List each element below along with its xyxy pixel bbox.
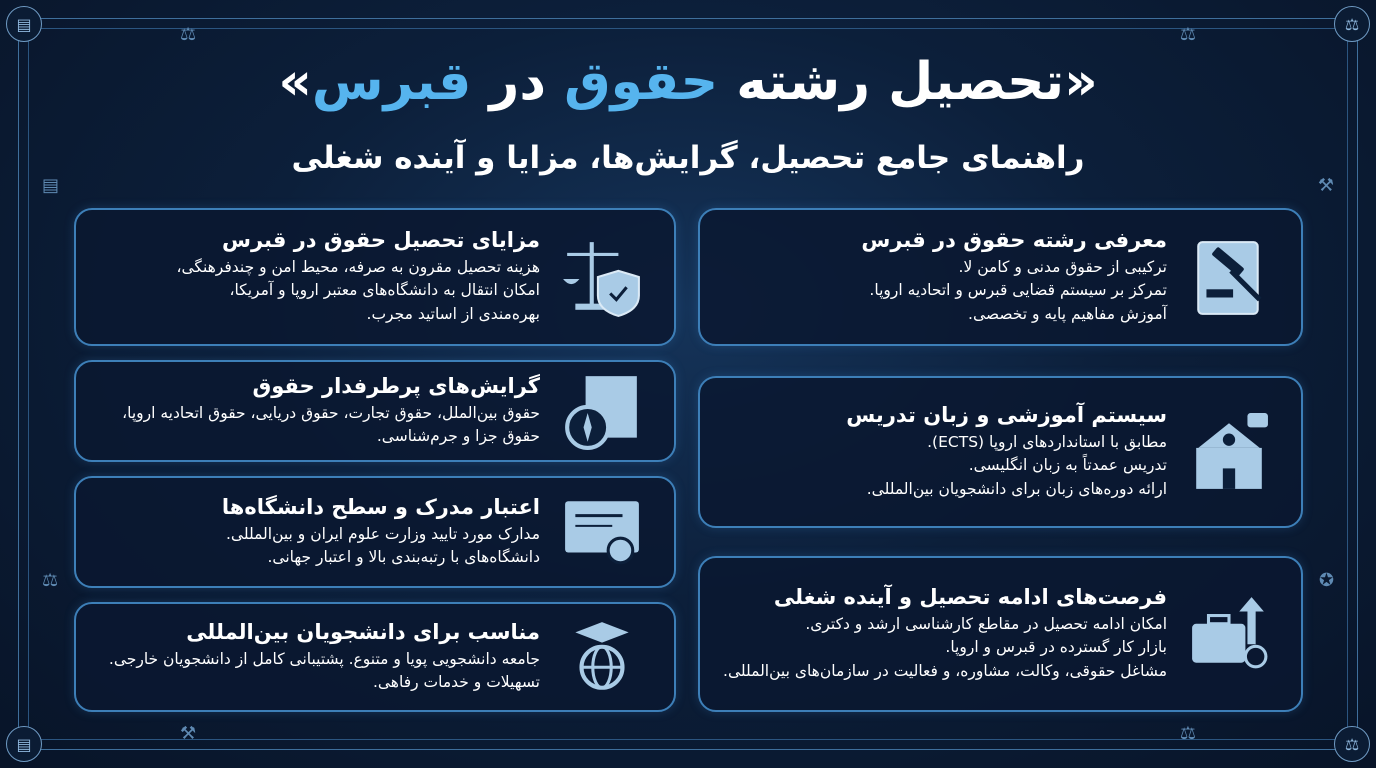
document-icon: ▤	[42, 175, 60, 196]
gavel-icon: ⚒	[180, 723, 197, 744]
card-line: مطابق با استانداردهای اروپا (ECTS).	[927, 433, 1167, 452]
card-line: بهره‌مندی از اساتید مجرب.	[366, 304, 540, 323]
card-line: آموزش مفاهیم پایه و تخصصی.	[968, 304, 1167, 323]
scales-icon: ⚖	[180, 24, 197, 45]
card-line: امکان انتقال به دانشگاه‌های معتبر اروپا و آمریکا،	[229, 281, 540, 300]
page-subtitle: راهنمای جامع تحصیل، گرایش‌ها، مزایا و آینده شغلی	[291, 140, 1085, 176]
certificate-icon	[552, 491, 652, 573]
card-line: مشاغل حقوقی، وکالت، مشاوره، و فعالیت در سازمان‌های بین‌المللی.	[723, 661, 1167, 680]
card-line: دانشگاه‌های با رتبه‌بندی بالا و اعتبار جهانی.	[267, 548, 540, 566]
document-icon: ▤	[6, 6, 42, 42]
card-line: جامعه دانشجویی پویا و متنوع. پشتیبانی کامل از دانشجویان خارجی.	[108, 649, 540, 668]
card-line: تدریس عمدتاً به زبان انگلیسی.	[968, 456, 1167, 475]
info-card	[74, 360, 676, 462]
card-line: ترکیبی از حقوق مدنی و کامن لا.	[958, 258, 1167, 277]
scales-icon: ⚖	[1334, 6, 1370, 42]
map-compass-icon	[552, 370, 652, 452]
scales-icon: ⚖	[1179, 24, 1196, 45]
graduation-globe-icon	[552, 616, 652, 698]
info-card	[74, 208, 676, 346]
document-icon: ▤	[6, 726, 42, 762]
card-line: بازار کار گسترده در قبرس و اروپا.	[945, 638, 1167, 657]
info-card	[698, 208, 1303, 346]
card-title: مناسب برای دانشجویان بین‌المللی	[186, 619, 540, 644]
school-building-icon	[1179, 411, 1279, 493]
info-card	[74, 602, 676, 712]
scales-icon: ⚖	[42, 570, 59, 591]
card-title: اعتبار مدرک و سطح دانشگاه‌ها	[221, 494, 540, 519]
card-title: سیستم آموزشی و زبان تدریس	[846, 403, 1167, 428]
card-title: معرفی رشته حقوق در قبرس	[861, 228, 1167, 253]
card-line: تسهیلات و خدمات رفاهی.	[372, 673, 540, 691]
card-line: ارائه دوره‌های زبان برای دانشجویان بین‌المللی.	[866, 479, 1167, 498]
info-card	[74, 476, 676, 588]
card-line: حقوق بین‌الملل، حقوق تجارت، حقوق دریایی، حقوق اتحادیه اروپا، حقوق جزا و جرم‌شناسی.	[122, 403, 540, 445]
card-line: امکان ادامه تحصیل در مقاطع کارشناسی ارشد و دکتری.	[805, 615, 1167, 634]
page-title: «تحصیل رشته حقوق در قبرس»	[278, 52, 1098, 112]
badge-icon: ✪	[1318, 570, 1334, 591]
card-line: تمرکز بر سیستم قضایی قبرس و اتحادیه اروپا.	[869, 281, 1167, 300]
card-title: مزایای تحصیل حقوق در قبرس	[222, 228, 540, 253]
info-card	[698, 376, 1303, 528]
card-line: هزینه تحصیل مقرون به صرفه، محیط امن و چندفرهنگی،	[176, 258, 540, 277]
gavel-icon: ⚒	[1317, 175, 1334, 196]
scales-shield-icon	[552, 236, 652, 318]
briefcase-growth-icon	[1179, 593, 1279, 675]
card-line: مدارک مورد تایید وزارت علوم ایران و بین‌المللی.	[225, 524, 540, 543]
scales-icon: ⚖	[1179, 723, 1196, 744]
scales-icon: ⚖	[1334, 726, 1370, 762]
card-title: گرایش‌های پرطرفدار حقوق	[252, 373, 540, 398]
info-card	[698, 556, 1303, 712]
card-title: فرصت‌های ادامه تحصیل و آینده شغلی	[773, 585, 1167, 610]
gavel-book-icon	[1179, 236, 1279, 318]
